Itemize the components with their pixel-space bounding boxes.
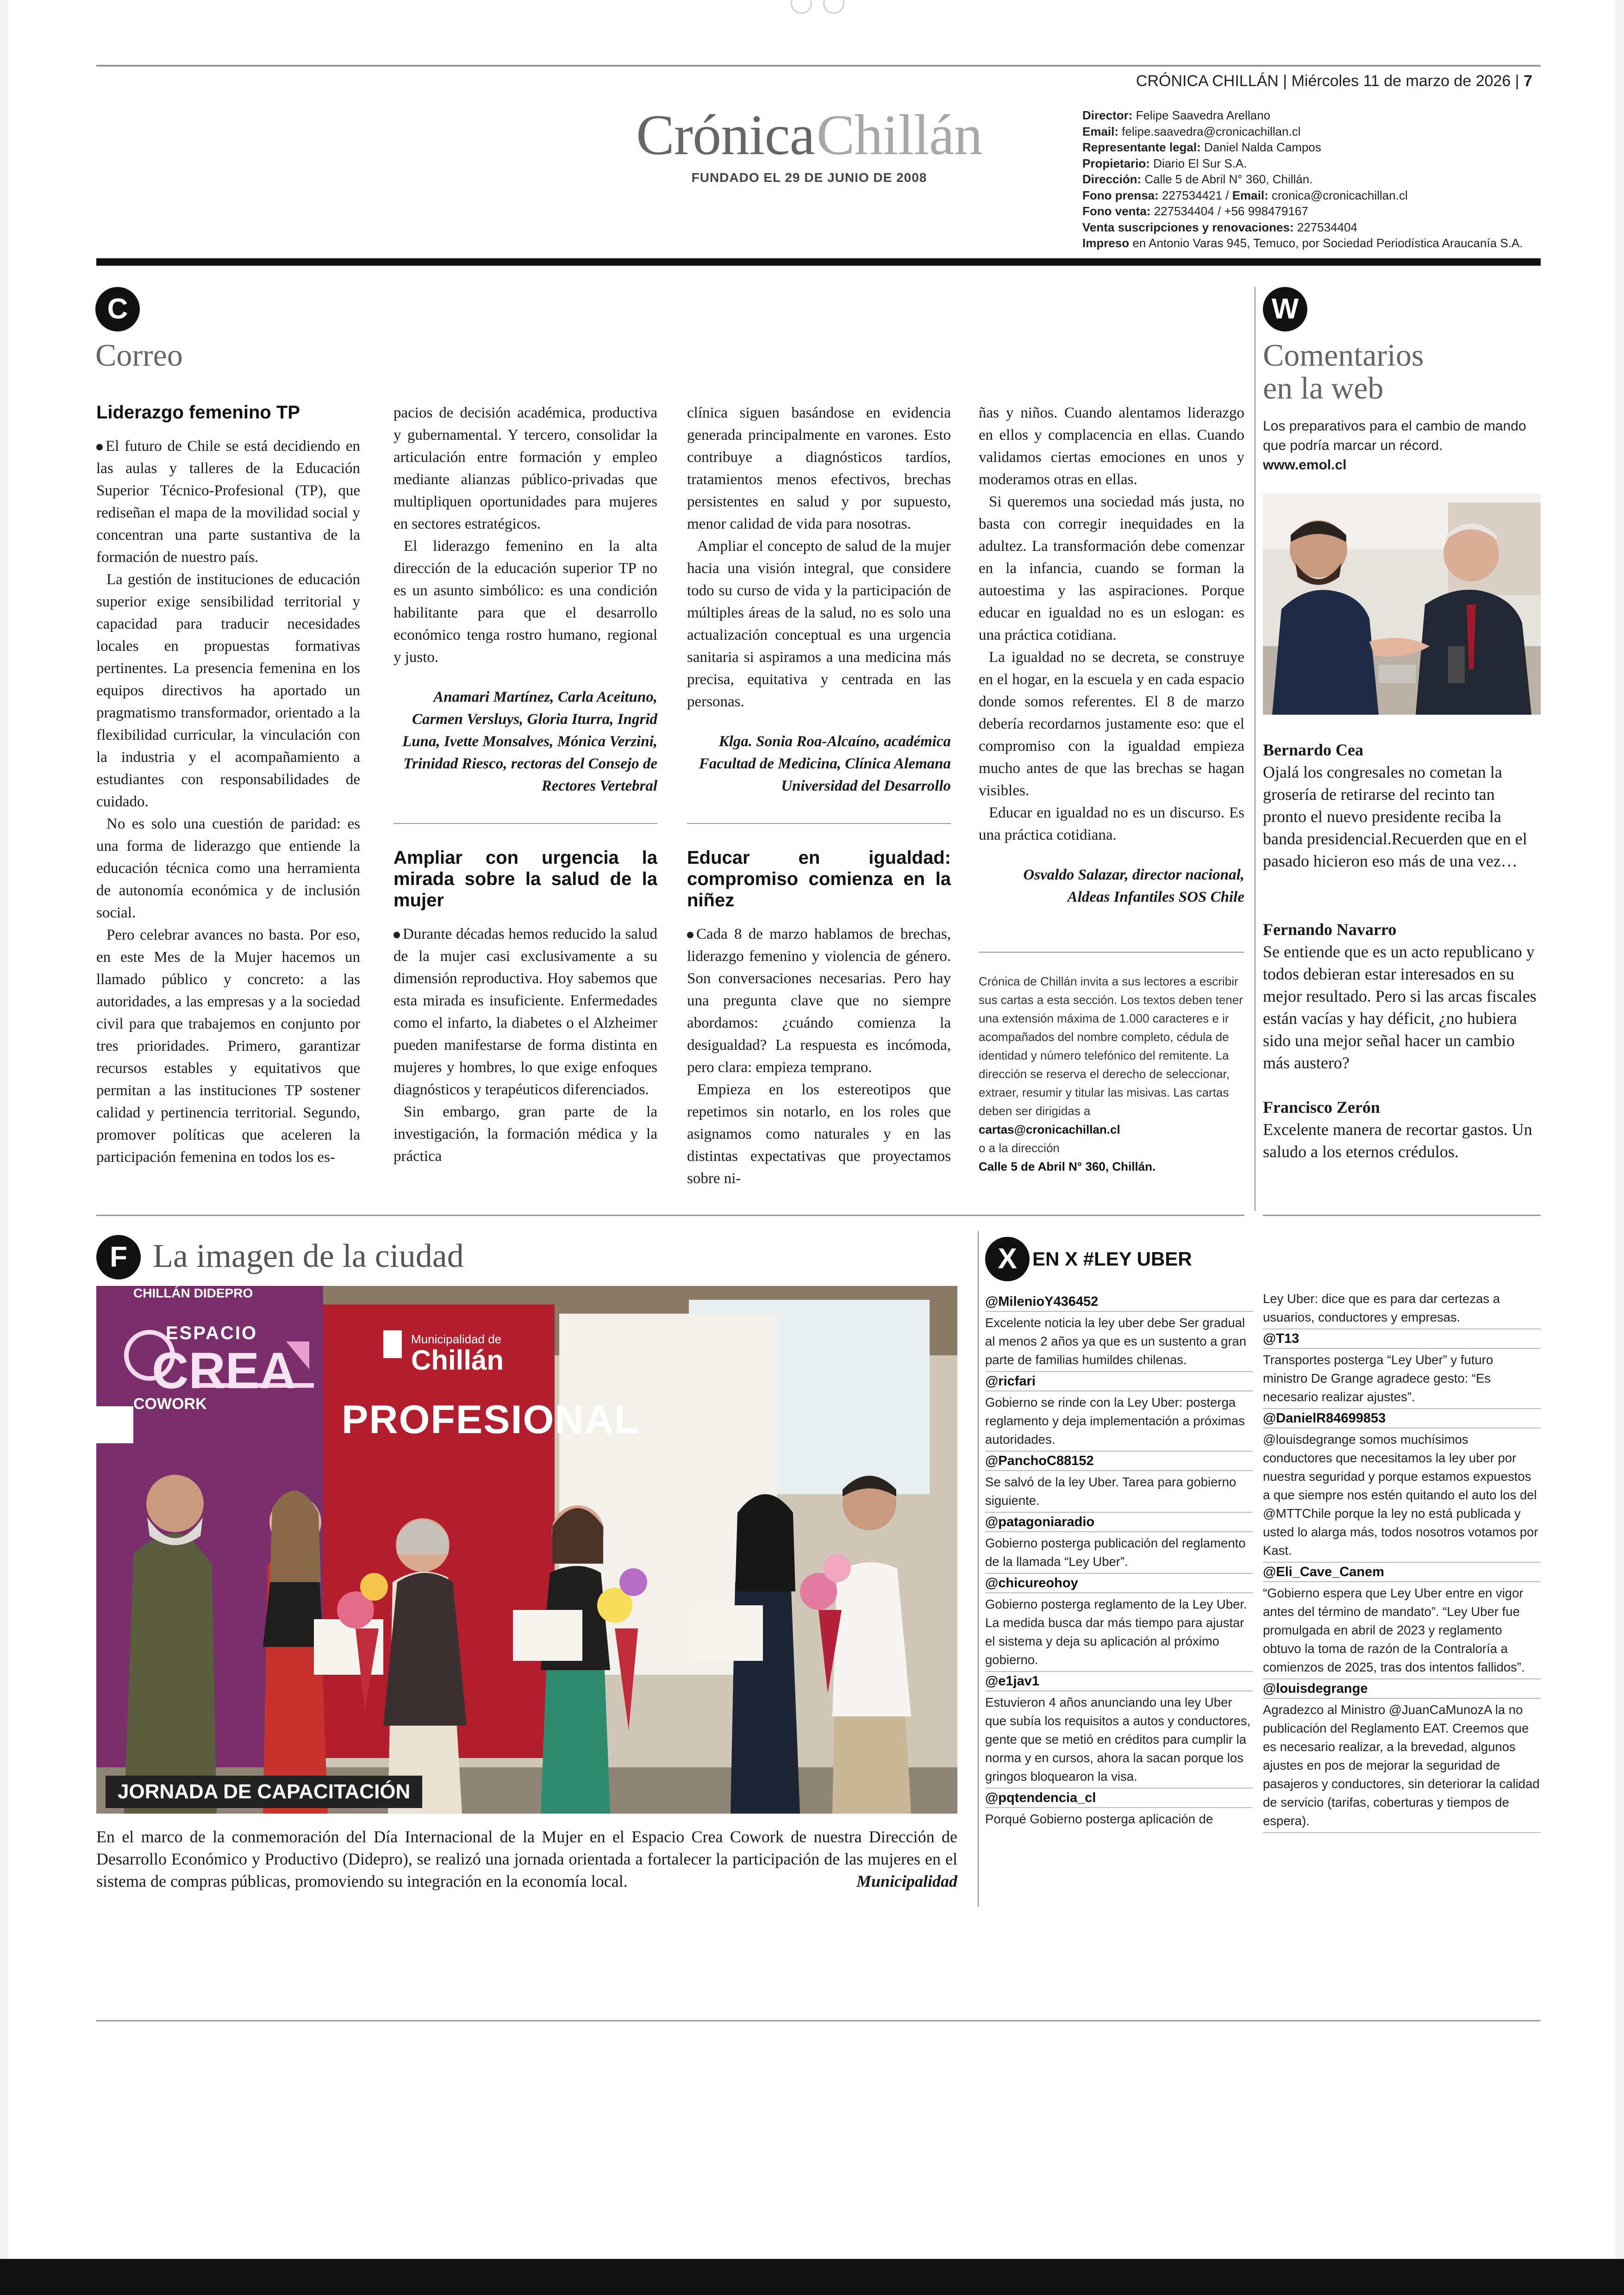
correo-title: Correo [95, 337, 183, 373]
divider [394, 823, 657, 824]
tweet-handle[interactable]: @chicureohoy [985, 1574, 1253, 1593]
bottom-bar [0, 2259, 1624, 2295]
tweet-handle[interactable]: @MilenioY436452 [985, 1292, 1253, 1312]
credit-row: Propietario: Diario El Sur S.A. [1082, 156, 1247, 170]
tweet[interactable] [985, 1292, 1253, 1372]
header-rule [96, 258, 1541, 266]
letter2-paragraph: Ampliar el concepto de salud de la mujer hacia una visión integral, que considere todo su curso de vida y la participación de múltiples áreas de la salud, no es solo una actualización conceptual es una urgencia sanitaria si aspiramos a una medicina más precisa, equitativa y centrada en las personas. [687, 538, 951, 710]
web-intro [1263, 417, 1541, 475]
folio-name: CRÓNICA CHILLÁN [1136, 72, 1279, 90]
tweet-text: Gobierno se rinde con la Ley Uber: posterga reglamento y deja implementación a próximas autoridades. [985, 1393, 1253, 1452]
letter-col3 [687, 402, 951, 797]
column-divider [978, 1231, 979, 1907]
bottom-rule [96, 2020, 1541, 2021]
correo-badge-icon: C [95, 287, 140, 331]
letter3-paragraph: ñas y niños. Cuando alentamos liderazgo en ellos y complacencia en ellas. Cuando validamos ciertas emociones en unos y moderamos otras en ellas. [979, 405, 1244, 488]
section-rule [96, 1215, 1244, 1216]
letter3-paragraph: La igualdad no se decreta, se construye en el hogar, en la escuela y en cada espacio donde somos referentes. El 8 de marzo debería recordarnos justamente eso: que el compromiso con la igualdad empieza mucho antes de que las brechas se hagan visibles. [979, 649, 1244, 799]
folio-date: Miércoles 11 de marzo de 2026 [1291, 72, 1511, 90]
tweet-handle[interactable]: @DanielR84699853 [1263, 1409, 1541, 1428]
folio-page: 7 [1524, 72, 1532, 90]
comment-author: Bernardo Cea [1263, 741, 1363, 759]
letter1-signature: Anamari Martínez, Carla Aceituno, Carmen Versluys, Gloria Iturra, Ingrid Luna, Ivette Monsalves, Mónica Verzini, Trinidad Riesco, rectoras del Consejo de Rectores Vertebral [402, 689, 657, 794]
top-rule [96, 65, 1541, 67]
photo-caption: En el marco de la conmemoración del Día Internacional de la Mujer en el Espacio Crea Cowork de nuestra Dirección de Desarrollo Económico y Productivo (Didepro), se realizó una jornada orientada a fortalecer la participación de las mujeres en el sistema de compras públicas, promoviendo su integración en la economía local. Municipalidad [96, 1826, 957, 1892]
letter2-headline: Ampliar con urgencia la mirada sobre la salud de la mujer [394, 848, 657, 911]
tweet-handle[interactable]: @louisdegrange [1263, 1679, 1541, 1699]
letter1-paragraph: El futuro de Chile se está decidiendo en las aulas y talleres de la Educación Superior Técnico-Profesional (TP), que rediseñan el mapa de la movilidad social y concentran una parte sustantiva de la formación de nuestro país. [96, 438, 360, 566]
tweet[interactable] [985, 1372, 1253, 1452]
tweet-text: Excelente noticia la ley uber debe Ser gradual al menos 2 años ya que es un sustento a gran parte de familias humildes chilenas. [985, 1314, 1253, 1372]
bullet-icon [96, 444, 103, 450]
tweet[interactable] [1263, 1329, 1541, 1409]
note-or: o a la dirección [979, 1141, 1060, 1155]
page-dot[interactable] [791, 0, 812, 14]
tweet-handle[interactable]: @pqtendencia_cl [985, 1789, 1253, 1808]
credit-row: Dirección: Calle 5 de Abril N° 360, Chillán. [1082, 172, 1313, 186]
imagen-title: La imagen de la ciudad [153, 1237, 464, 1274]
web-title: Comentarios en la web [1263, 337, 1424, 406]
credit-row: Director: Felipe Saavedra Arellano [1082, 108, 1271, 122]
credit-row: Impreso en Antonio Varas 945, Temuco, por Sociedad Periodística Araucanía S.A. [1082, 236, 1523, 250]
tweet-handle[interactable]: @PanchoC88152 [985, 1452, 1253, 1471]
tweet-handle[interactable]: @ricfari [985, 1372, 1253, 1391]
photo-sign-espacio: ESPACIO [166, 1323, 258, 1343]
newspaper-page [8, 0, 1616, 2259]
comment-author: Fernando Navarro [1263, 920, 1397, 939]
letter1-paragraph: Pero celebrar avances no basta. Por eso, en este Mes de la Mujer hacemos un llamado público y concreto: a las autoridades, a las empresas y a la sociedad civil para que trabajemos en conjunto por tres prioridades. Primero, garantizar recursos estables y equitativos que permitan a las instituciones TP sostener calidad y pertinencia territorial. Segundo, promover políticas que aceleren la participación femenina en todos los es- [96, 927, 360, 1166]
divider [979, 952, 1244, 953]
comment-author: Francisco Zerón [1263, 1098, 1380, 1116]
event-photo [96, 1286, 957, 1814]
imagen-badge-icon: F [96, 1235, 141, 1279]
letter1-headline: Liderazgo femenino TP [96, 402, 300, 423]
tweet-text: Ley Uber: dice que es para dar certezas a usuarios, conductores y empresas. [1263, 1290, 1541, 1329]
web-intro-text: Los preparativos para el cambio de mando que podría marcar un récord. [1263, 418, 1526, 453]
web-badge-icon: W [1263, 287, 1307, 331]
tweet-text: Se salvó de la ley Uber. Tarea para gobierno siguiente. [985, 1473, 1253, 1513]
tweet-text: Agradezco al Ministro @JuanCaMunozA la no publicación del Reglamento EAT. Creemos que es necesario realizar, a la brevedad, algunos ajustes en pos de mejorar la seguridad de pasajeros y conductores, sin deteriorar la calidad de servicio (tarifas, coberturas y tiempos de espera). [1263, 1701, 1541, 1833]
note-text: Crónica de Chillán invita a sus lectores a escribir sus cartas a esta sección. Los textos deben tener una extensión máxima de 1.000 caracteres e ir acompañados del nombre completo, cédula de identidad y número telefónico del remitente. La dirección se reserva el derecho de seleccionar, extraer, resumir y titular las misivas. Las cartas deben ser dirigidas a [979, 974, 1243, 1118]
note-email[interactable]: cartas@cronicachillan.cl [979, 1123, 1120, 1136]
web-comment [1263, 739, 1541, 872]
folio: CRÓNICA CHILLÁN | Miércoles 11 de marzo de 2026 | 7 [1136, 72, 1532, 90]
photo-sign-top: CHILLÁN DIDEPRO [133, 1286, 253, 1300]
tweet-text: Transportes posterga “Ley Uber” y futuro ministro De Grange agradece gesto: “Es necesario realizar ajustes”. [1263, 1351, 1541, 1409]
letter3-paragraph: Cada 8 de marzo hablamos de brechas, liderazgo femenino y violencia de género. Son conversaciones necesarias. Pero hay una pregunta clave que no siempre abordamos: ¿cuándo comienza la desigualdad? La respuesta es incómoda, pero clara: empieza temprano. [687, 926, 951, 1076]
letter1-col1 [96, 402, 360, 1168]
tweet-text: Gobierno posterga reglamento de la Ley Uber. La medida busca dar más tiempo para ajustar el sistema y deja su aplicación al próximo gobierno. [985, 1595, 1253, 1672]
credit-row: Venta suscripciones y renovaciones: 227534404 [1082, 220, 1358, 234]
founded-line: FUNDADO EL 29 DE JUNIO DE 2008 [691, 170, 927, 185]
credit-row: Fono prensa: 227534421 / Email: cronica@cronicachillan.cl [1082, 188, 1408, 202]
masthead-word1: Crónica [636, 103, 815, 167]
letter3-headline: Educar en igualdad: compromiso comienza en la niñez [687, 848, 951, 911]
tweet[interactable] [985, 1513, 1253, 1574]
tweet-text: Estuvieron 4 años anunciando una ley Uber que subía los requisitos a autos y conductores, gente que se metió en créditos para cumplir la norma y en cursos, ahora la sacan porque los gringos bloquearon la visa. [985, 1693, 1253, 1789]
photo-label: JORNADA DE CAPACITACIÓN [106, 1776, 422, 1808]
tweet-handle[interactable]: @e1jav1 [985, 1672, 1253, 1691]
tweet[interactable] [1263, 1679, 1541, 1833]
letter-col2 [394, 402, 657, 797]
x-title: EN X #LEY UBER [1032, 1248, 1192, 1270]
tweet[interactable] [1263, 1290, 1541, 1329]
tweets-col2 [1263, 1290, 1541, 1833]
letter2-paragraph: Sin embargo, gran parte de la investigación, la formación médica y la práctica [394, 1104, 657, 1165]
letter2-col2 [394, 847, 657, 1167]
letter1-paragraph: La gestión de instituciones de educación superior exige sensibilidad territorial y capacidad para traducir necesidades locales en propuestas formativas pertinentes. La presencia femenina en los equipos directivos ha aportado un pragmatismo transformador, orientado a la flexibilidad curricular, la vinculación con la industria y el acompañamiento a estudiantes con responsabilidades de cuidado. [96, 571, 360, 810]
letter3-signature: Osvaldo Salazar, director nacional, Aldeas Infantiles SOS Chile [1023, 867, 1244, 905]
bullet-icon [394, 932, 400, 938]
handshake-photo [1263, 493, 1541, 715]
letter3-paragraph: Educar en igualdad no es un discurso. Es una práctica cotidiana. [979, 804, 1244, 843]
photo-sign-crea: CREA [152, 1342, 296, 1399]
comment-text: Ojalá los congresales no cometan la grosería de retirarse del recinto tan pronto el nuevo presidente reciba la banda presidencial.Recuerden que en el pasado hicieron eso más de una vez… [1263, 763, 1527, 870]
letter-col4 [979, 402, 1244, 908]
letter2-signature: Klga. Sonia Roa-Alcaíno, académica Facultad de Medicina, Clínica Alemana Universidad del Desarrollo [699, 733, 951, 794]
photo-sign-cowork: COWORK [133, 1395, 207, 1413]
tweet[interactable] [1263, 1563, 1541, 1679]
bullet-icon [687, 932, 693, 938]
credit-row: Representante legal: Daniel Nalda Campos [1082, 140, 1321, 154]
tweet[interactable] [985, 1574, 1253, 1672]
letter1-paragraph: El liderazgo femenino en la alta dirección de la educación superior TP no es un asunto simbólico: es una condición habilitante para que el desarrollo económico tenga rostro humano, regional y justo. [394, 538, 657, 666]
letter1-paragraph: No es solo una cuestión de paridad: es una forma de liderazgo que entiende la educación técnica como una herramienta de autonomía económica y de inclusión social. [96, 816, 360, 921]
letter2-paragraph: Durante décadas hemos reducido la salud de la mujer casi exclusivamente a su dimensión reproductiva. Hoy sabemos que esta mirada es insuficiente. Enfermedades como el infarto, la diabetes o el Alzheimer pueden manifestarse de forma distinta en mujeres y hombres, lo que exige enfoques diagnósticos y terapéuticos diferenciados. [394, 926, 657, 1098]
photo-banner-muni: Municipalidad de [411, 1332, 502, 1346]
x-badge-icon: X [985, 1237, 1030, 1281]
section-rule [1263, 1215, 1541, 1216]
divider [687, 823, 951, 824]
masthead-word2: Chillán [816, 103, 982, 167]
tweets-col1 [985, 1292, 1253, 1828]
tweet-text: Porqué Gobierno posterga aplicación de [985, 1812, 1213, 1826]
tweet[interactable] [985, 1789, 1253, 1828]
page-dot[interactable] [823, 0, 844, 14]
credits-box [1082, 107, 1568, 251]
masthead [629, 103, 990, 185]
comment-text: Se entiende que es un acto republicano y todos debieran estar interesados en su mejor resultado. Pero si las arcas fiscales están vacías y hay déficit, ¿no hubiera sido una mejor señal hacer un cambio más austero? [1263, 942, 1537, 1072]
credit-row: Fono venta: 227534404 / +56 998479167 [1082, 204, 1308, 218]
tweet[interactable] [1263, 1409, 1541, 1563]
web-comment [1263, 918, 1541, 1074]
photo-banner-profesional: PROFESIONAL [342, 1397, 640, 1442]
web-source-link[interactable]: www.emol.cl [1263, 457, 1347, 473]
photo-banner-chillan: Chillán [411, 1345, 504, 1376]
page-indicator [791, 0, 851, 14]
letter3-col3 [687, 847, 951, 1190]
tweet[interactable] [985, 1452, 1253, 1513]
tweet-handle[interactable]: @Eli_Cave_Canem [1263, 1563, 1541, 1582]
letter3-paragraph: Empieza en los estereotipos que repetimos sin notarlo, en los roles que asignamos como naturales y en las distintas expectativas que proyectamos sobre ni- [687, 1081, 951, 1187]
tweet-handle[interactable]: @T13 [1263, 1329, 1541, 1349]
tweet[interactable] [985, 1672, 1253, 1789]
photo-credit: Municipalidad [856, 1872, 957, 1890]
tweet-handle[interactable]: @patagoniaradio [985, 1513, 1253, 1532]
tweet-text: “Gobierno espera que Ley Uber entre en vigor antes del término de mandato”. “Ley Uber fue promulgada en abril de 2023 y reglamento obtuvo la toma de razón de la Contraloría a comienzos de 2025, tras dos intentos fallidos”. [1263, 1584, 1541, 1679]
note-address: Calle 5 de Abril N° 360, Chillán. [979, 1160, 1156, 1173]
letter3-paragraph: Si queremos una sociedad más justa, no basta con corregir inequidades en la adultez. La transformación debe comenzar en la infancia, cuando se forman la autoestima y las aspiraciones. Porque educar en igualdad no es un eslogan: es una práctica cotidiana. [979, 493, 1244, 643]
web-comment [1263, 1096, 1541, 1163]
tweet-text: Gobierno posterga publicación del reglamento de la llamada “Ley Uber”. [985, 1534, 1253, 1574]
submission-note [979, 972, 1244, 1176]
comment-text: Excelente manera de recortar gastos. Un saludo a los eternos crédulos. [1263, 1120, 1532, 1161]
letter1-paragraph: pacios de decisión académica, productiva y gubernamental. Y tercero, consolidar la articulación entre formación y empleo mediante alianzas público-privadas que multipliquen oportunidades para mujeres en sectores estratégicos. [394, 405, 657, 532]
tweet-text: @louisdegrange somos muchísimos conductores que necesitamos la ley uber por nuestra seguridad y porque estamos expuestos a que siempre nos estén quitando el auto los del @MTTChile porque la ley no está publicada y usted lo alarga más, todos nosotros votamos por Kast. [1263, 1430, 1541, 1563]
letter2-paragraph: clínica siguen basándose en evidencia generada principalmente en varones. Esto contribuye a diagnósticos tardíos, tratamientos menos efectivos, brechas persistentes en salud y por supuesto, menor calidad de vida para nosotras. [687, 405, 951, 532]
credit-row: Email: felipe.saavedra@cronicachillan.cl [1082, 124, 1301, 138]
